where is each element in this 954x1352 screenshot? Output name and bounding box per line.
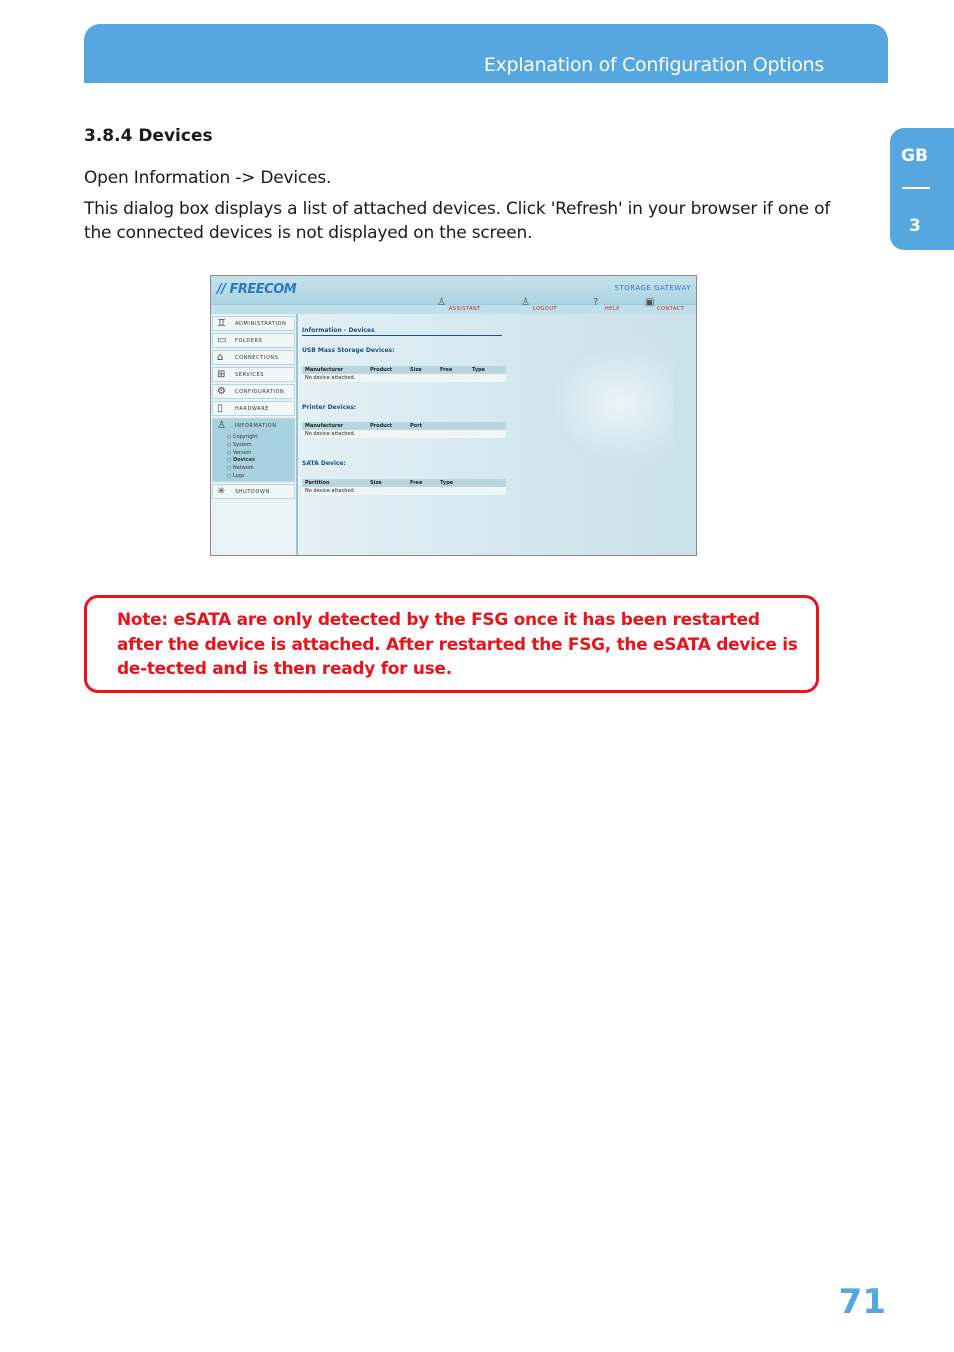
subitem-logs[interactable]: ○ Logs (227, 472, 245, 479)
usb-empty-row: No device attached. (302, 374, 506, 382)
shutdown-icon: ✳ (217, 486, 226, 497)
sata-empty-row: No device attached. (302, 487, 506, 495)
sata-table-header: Partition Size Free Type (302, 479, 506, 487)
description-paragraph: This dialog box displays a list of attached devices. Click 'Refresh' in your browser if one of the connected devices is not displayed on the screen. (84, 199, 831, 243)
nav-connections[interactable]: ⌂ CONNECTIONS (212, 350, 295, 365)
instruction-paragraph: Open Information -> Devices. (84, 168, 332, 188)
contact-icon: ▣ (645, 297, 655, 308)
nav-information[interactable]: ♙ INFORMATION ○ Copyright ○ System ○ Version ○ Devices ○ Network ○ Logs (212, 418, 295, 482)
sata-section-title: SATA Device: (302, 460, 346, 467)
info-icon: ♙ (217, 420, 227, 431)
nav-administration[interactable]: ♊ ADMINISTRATION (212, 316, 295, 331)
usb-section-title: USB Mass Storage Devices: (302, 347, 395, 354)
tab-divider (902, 187, 930, 189)
config-icon: ⚙ (217, 386, 227, 397)
header-title: Explanation of Configuration Options (483, 54, 824, 76)
app-topbar (211, 276, 696, 304)
subitem-devices[interactable]: ○ Devices (227, 457, 255, 464)
chapter-tab (890, 128, 954, 250)
network-icon: ⊞ (217, 369, 226, 380)
person-icon: ♙ (437, 297, 447, 308)
help-icon: ? (593, 297, 599, 308)
subitem-version[interactable]: ○ Version (227, 449, 252, 456)
subitem-copyright[interactable]: ○ Copyright (227, 434, 258, 440)
sata-table (302, 479, 506, 495)
nav-hardware[interactable]: ▯ HARDWARE (212, 401, 295, 416)
subitem-network[interactable]: ○ Network (227, 465, 254, 472)
printer-section-title: Printer Devices: (302, 404, 357, 411)
assistant-link[interactable]: ♙ ASSISTANT (437, 297, 481, 312)
nav-configuration[interactable]: ⚙ CONFIGURATION (212, 384, 295, 399)
nav-shutdown[interactable]: ✳ SHUTDOWN (212, 484, 295, 499)
usb-table (302, 366, 506, 382)
logout-icon: ♙ (521, 297, 531, 308)
help-link[interactable]: ? HELP (593, 297, 620, 312)
brand-label: STORAGE GATEWAY (614, 284, 691, 292)
users-icon: ♊ (217, 318, 227, 329)
nav-folders[interactable]: ▭ FOLDERS (212, 333, 295, 348)
hardware-icon: ▯ (217, 403, 224, 414)
note-text: Note: eSATA are only detected by the FSG once it has been restarted after the device is attached. After restarted the FSG, the eSATA device is de-tected and is then ready for use. (117, 610, 798, 679)
printer-empty-row: No device attached. (302, 430, 506, 438)
computer-graphic (534, 334, 674, 474)
nav-services[interactable]: ⊞ SERVICES (212, 367, 295, 382)
folder-icon: ▭ (217, 335, 228, 346)
page-heading: Information - Devices (302, 327, 502, 336)
language-label: GB (901, 146, 928, 166)
connections-icon: ⌂ (217, 352, 224, 363)
contact-link[interactable]: ▣ CONTACT (645, 297, 685, 312)
devices-screenshot (210, 275, 697, 556)
usb-table-header: Manufacturer Product Size Free Type (302, 366, 506, 374)
logout-link[interactable]: ♙ LOGOUT (521, 297, 558, 312)
subitem-system[interactable]: ○ System (227, 441, 252, 448)
freecom-logo: // FREECOM (217, 282, 297, 297)
printer-table (302, 422, 506, 438)
note-box (84, 595, 819, 693)
page-number: 71 (838, 1282, 886, 1322)
main-panel (298, 314, 696, 555)
sidebar-nav (211, 314, 298, 555)
printer-table-header: Manufacturer Product Port (302, 422, 506, 430)
header-bar (84, 24, 888, 83)
chapter-number: 3 (909, 216, 921, 236)
section-title: 3.8.4 Devices (84, 126, 213, 146)
